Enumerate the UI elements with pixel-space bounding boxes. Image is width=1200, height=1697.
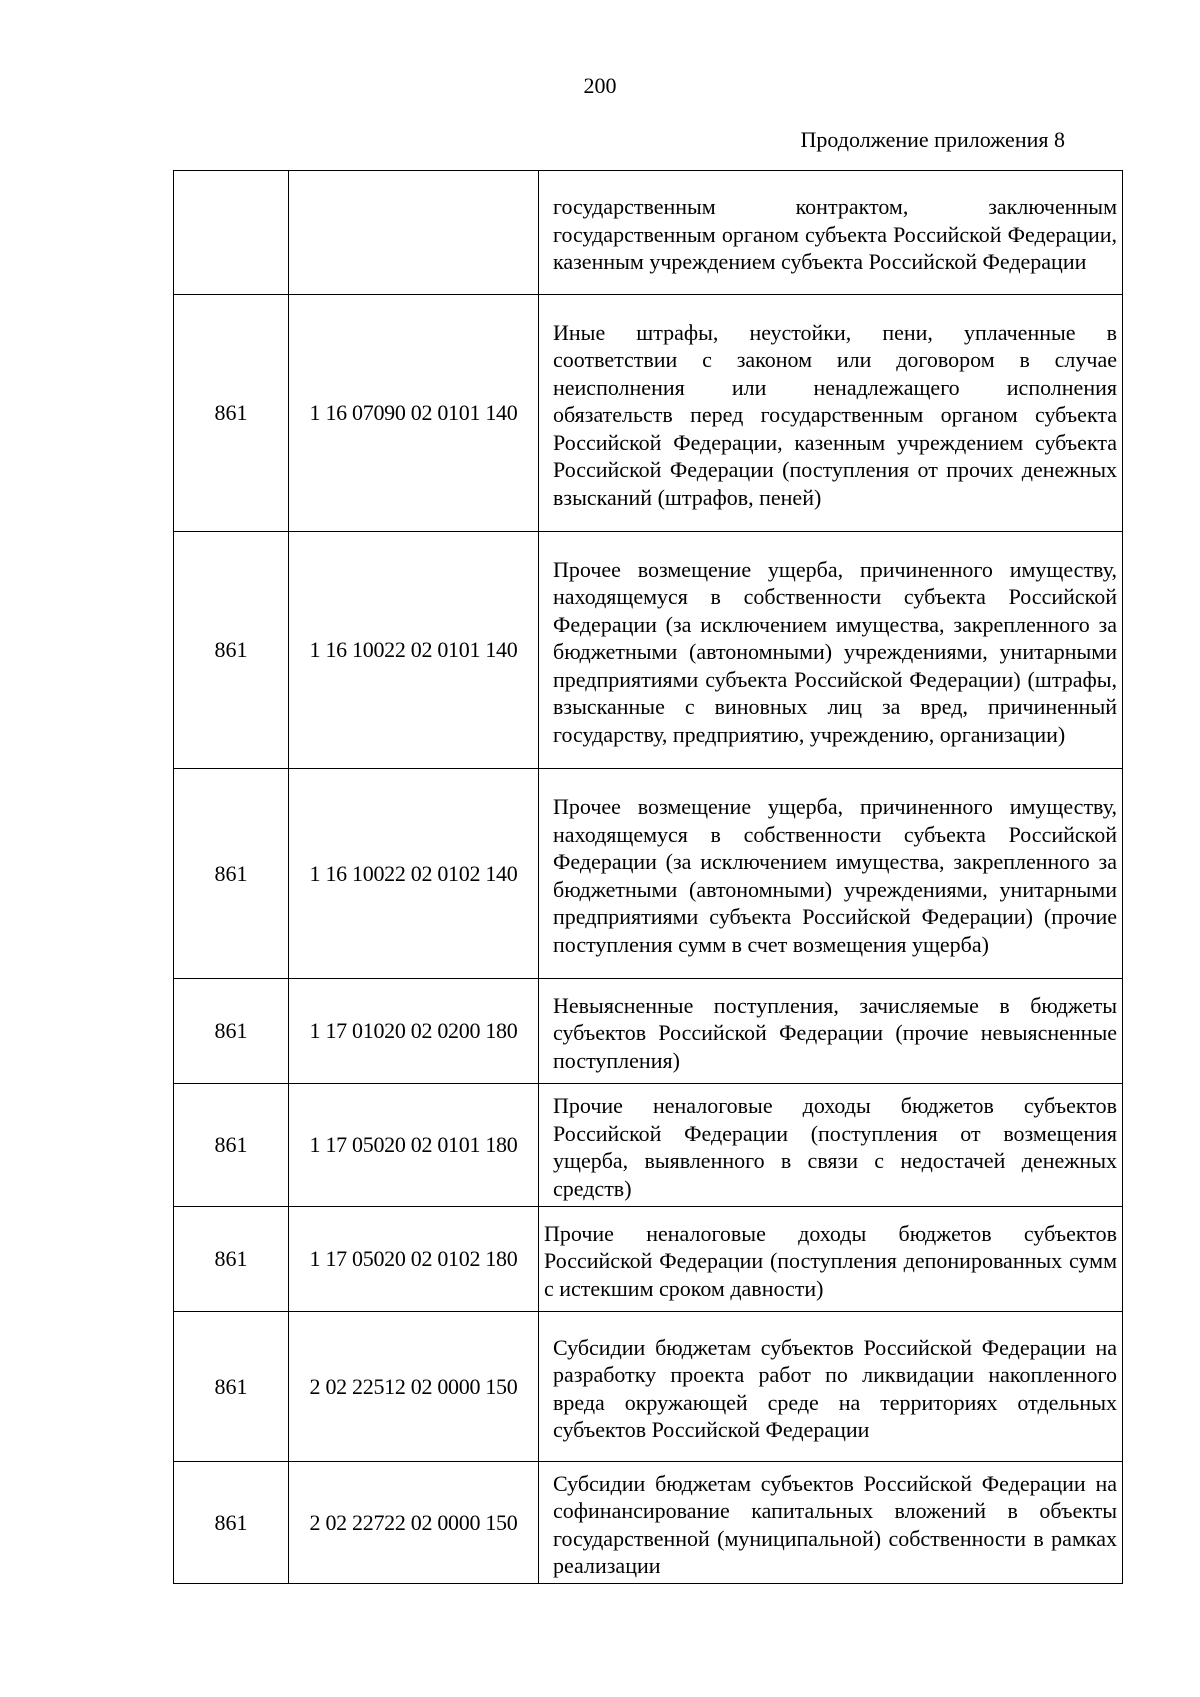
table-row [174,1312,1123,1462]
admin-code-cell [174,171,289,295]
description-cell: Прочие неналоговые доходы бюджетов субъектов Российской Федерации (поступления от возмещения ущерба, выявленного в связи с недостачей денежных средств) [539,1084,1123,1207]
table-row [174,171,1123,295]
description-cell: Субсидии бюджетам субъектов Российской Федерации на разработку проекта работ по ликвидации накопленного вреда окружающей среде на территориях отдельных субъектов Российской Федерации [539,1312,1123,1462]
table-row [174,532,1123,769]
admin-code-cell: 861 [174,532,289,769]
admin-code-cell: 861 [174,1207,289,1312]
description-cell: Невыясненные поступления, зачисляемые в бюджеты субъектов Российской Федерации (прочие невыясненные поступления) [539,979,1123,1084]
budget-code-cell [289,171,539,295]
budget-code-cell: 1 17 01020 02 0200 180 [289,979,539,1084]
table-row [174,979,1123,1084]
table-row [174,1462,1123,1584]
admin-code-cell: 861 [174,1312,289,1462]
revenue-codes-table [173,170,1123,1584]
table-row [174,1084,1123,1207]
description-cell: Субсидии бюджетам субъектов Российской Федерации на софинансирование капитальных вложений в объекты государственной (муниципальной) собственности в рамках реализации [539,1462,1123,1584]
budget-code-cell: 1 16 10022 02 0101 140 [289,532,539,769]
admin-code-cell: 861 [174,979,289,1084]
admin-code-cell: 861 [174,295,289,532]
admin-code-cell: 861 [174,1084,289,1207]
description-cell: Прочее возмещение ущерба, причиненного имуществу, находящемуся в собственности субъекта Российской Федерации (за исключением имущества, закрепленного за бюджетными (автономными) учреждениями, унитарными предприятиями субъекта Российской Федерации) (прочие поступления сумм в счет возмещения ущерба) [539,769,1123,979]
admin-code-cell: 861 [174,1462,289,1584]
description-cell: Прочее возмещение ущерба, причиненного имуществу, находящемуся в собственности субъекта Российской Федерации (за исключением имущества, закрепленного за бюджетными (автономными) учреждениями, унитарными предприятиями субъекта Российской Федерации) (штрафы, взысканные с виновных лиц за вред, причиненный государству, предприятию, учреждению, организации) [539,532,1123,769]
budget-code-cell: 2 02 22512 02 0000 150 [289,1312,539,1462]
table-row [174,295,1123,532]
admin-code-cell: 861 [174,769,289,979]
budget-code-cell: 2 02 22722 02 0000 150 [289,1462,539,1584]
table-row [174,769,1123,979]
budget-code-cell: 1 17 05020 02 0101 180 [289,1084,539,1207]
description-cell: Иные штрафы, неустойки, пени, уплаченные в соответствии с законом или договором в случае неисполнения или ненадлежащего исполнения обязательств перед государственным органом субъекта Российской Федерации, казенным учреждением субъекта Российской Федерации (поступления от прочих денежных взысканий (штрафов, пеней) [539,295,1123,532]
page-number: 200 [583,73,617,98]
table-row [174,1207,1123,1312]
description-cell: Прочие неналоговые доходы бюджетов субъектов Российской Федерации (поступления депонированных сумм с истекшим сроком давности) [539,1207,1123,1312]
appendix-continuation-label: Продолжение приложения 8 [800,127,1065,152]
budget-code-cell: 1 16 07090 02 0101 140 [289,295,539,532]
description-cell: государственным контрактом, заключенным государственным органом субъекта Российской Федерации, казенным учреждением субъекта Российской Федерации [539,171,1123,295]
budget-code-cell: 1 16 10022 02 0102 140 [289,769,539,979]
budget-code-cell: 1 17 05020 02 0102 180 [289,1207,539,1312]
